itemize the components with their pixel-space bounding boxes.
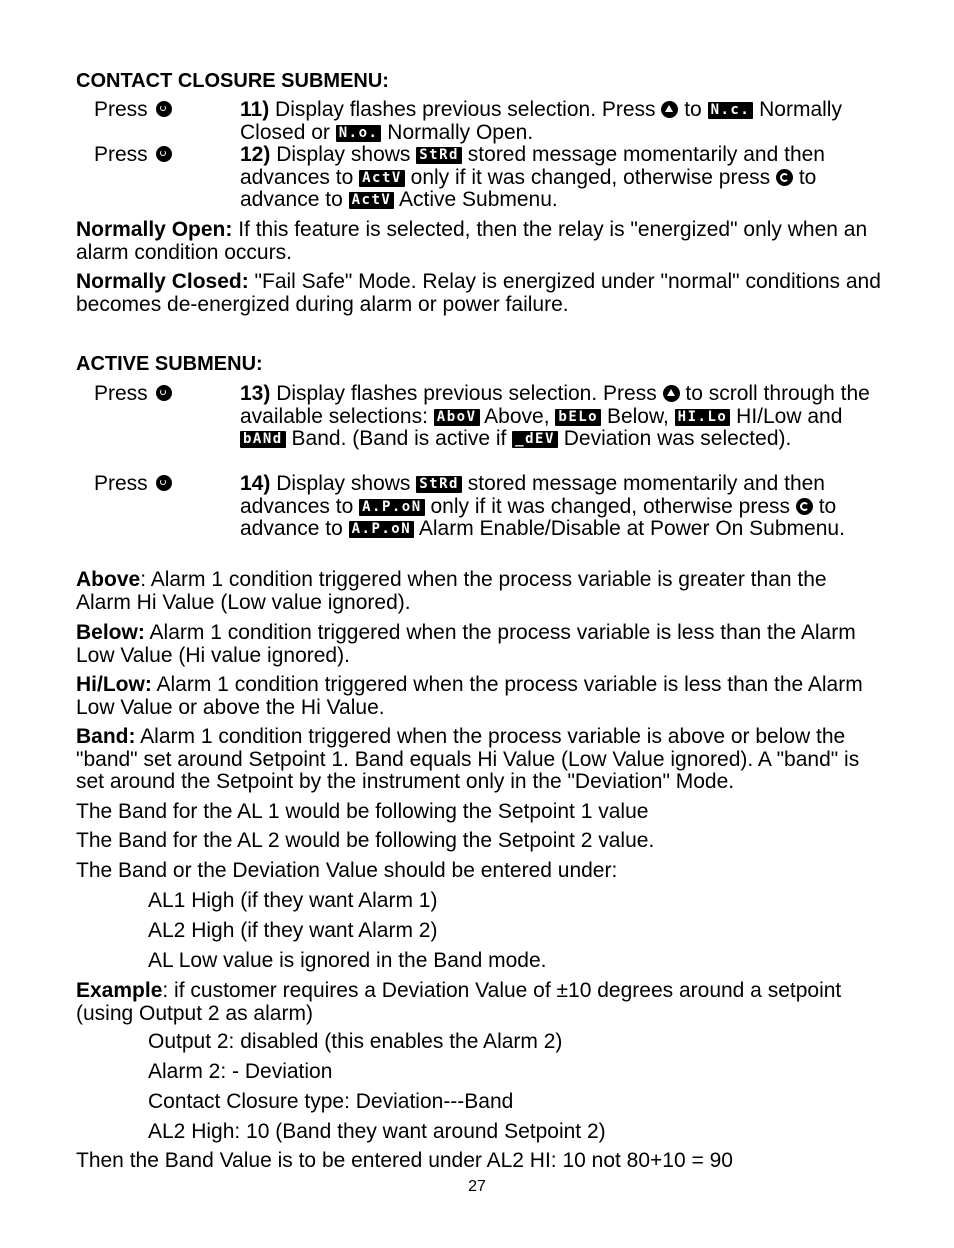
display-band: bANd [240, 431, 286, 448]
band-al1-line: The Band for the AL 1 would be following the Setpoint 1 value [76, 800, 649, 823]
active-submenu-heading: ACTIVE SUBMENU: [76, 353, 263, 375]
display-nc: N.c. [708, 102, 754, 119]
display-belo: bELo [555, 409, 601, 426]
below-definition: Below: Alarm 1 condition triggered when the process variable is less than the Alarm Low Value (Hi value ignored). [76, 621, 856, 667]
example-al2-high: AL2 High: 10 (Band they want around Setpoint 2) [148, 1120, 606, 1143]
example-contact-closure: Contact Closure type: Deviation---Band [148, 1090, 514, 1113]
up-button-icon [663, 385, 680, 402]
enter-button-icon [776, 169, 793, 186]
step-13: 13) Display flashes previous selection. Press to scroll through the available selections: AboV Above, bELo Below, HI.Lo HI/Low and bANd Band. (Band is active if _dEV Deviation was selected). [240, 382, 870, 450]
display-apon: A.P.oN [349, 521, 415, 538]
press-label-11: Press [94, 99, 172, 121]
example-output2: Output 2: disabled (this enables the Alarm 2) [148, 1030, 563, 1053]
display-dev: _dEV [512, 431, 558, 448]
band-entry-line: The Band or the Deviation Value should be entered under: [76, 859, 618, 882]
display-actv: ActV [349, 192, 395, 209]
step-12: 12) Display shows StRd stored message momentarily and then advances to ActV only if it was changed, otherwise press to advance to ActV Active Submenu. [240, 143, 825, 211]
up-button-icon [661, 101, 678, 118]
display-strd: StRd [416, 147, 462, 164]
display-hilo: HI.Lo [675, 409, 731, 426]
contact-closure-heading: CONTACT CLOSURE SUBMENU: [76, 70, 389, 92]
enter-button-icon [796, 498, 813, 515]
normally-closed-paragraph: Normally Closed: "Fail Safe" Mode. Relay is energized under "normal" conditions and becomes de-energized during alarm or power failure. [76, 270, 881, 316]
enter-button-icon [156, 385, 172, 401]
display-abov: AboV [434, 409, 480, 426]
example-conclusion: Then the Band Value is to be entered under AL2 HI: 10 not 80+10 = 90 [76, 1149, 733, 1172]
press-label-13: Press [94, 383, 172, 405]
indented-al2-high: AL2 High (if they want Alarm 2) [148, 919, 438, 942]
step-14: 14) Display shows StRd stored message momentarily and then advances to A.P.oN only if it was changed, otherwise press to advance to A.P.oN Alarm Enable/Disable at Power On Submenu. [240, 472, 845, 540]
press-label-14: Press [94, 473, 172, 495]
page-number: 27 [468, 1178, 486, 1195]
enter-button-icon [156, 475, 172, 491]
band-definition: Band: Alarm 1 condition triggered when the process variable is above or below the "band" set around Setpoint 1. Band equals Hi Value (Low Value ignored). A "band" is set around the Setpoint by the instrument only in the "Deviation" Mode. [76, 725, 860, 793]
step-11: 11) Display flashes previous selection. Press to N.c. Normally Closed or N.o. Normally Open. [240, 98, 842, 144]
indented-al-low: AL Low value is ignored in the Band mode. [148, 949, 547, 972]
enter-button-icon [156, 101, 172, 117]
indented-al1-high: AL1 High (if they want Alarm 1) [148, 889, 438, 912]
display-strd: StRd [416, 476, 462, 493]
example-alarm2: Alarm 2: - Deviation [148, 1060, 333, 1083]
band-al2-line: The Band for the AL 2 would be following the Setpoint 2 value. [76, 829, 655, 852]
display-actv: ActV [359, 170, 405, 187]
display-no: N.o. [336, 125, 382, 142]
enter-button-icon [156, 146, 172, 162]
hilow-definition: Hi/Low: Alarm 1 condition triggered when the process variable is less than the Alarm Low Value or above the Hi Value. [76, 673, 863, 719]
display-apon: A.P.oN [359, 499, 425, 516]
press-label-12: Press [94, 144, 172, 166]
example-paragraph: Example: if customer requires a Deviation Value of ±10 degrees around a setpoint (using Output 2 as alarm) [76, 979, 842, 1025]
above-definition: Above: Alarm 1 condition triggered when the process variable is greater than the Alarm Hi Value (Low value ignored). [76, 568, 827, 614]
normally-open-paragraph: Normally Open: If this feature is selected, then the relay is "energized" only when an alarm condition occurs. [76, 218, 868, 264]
